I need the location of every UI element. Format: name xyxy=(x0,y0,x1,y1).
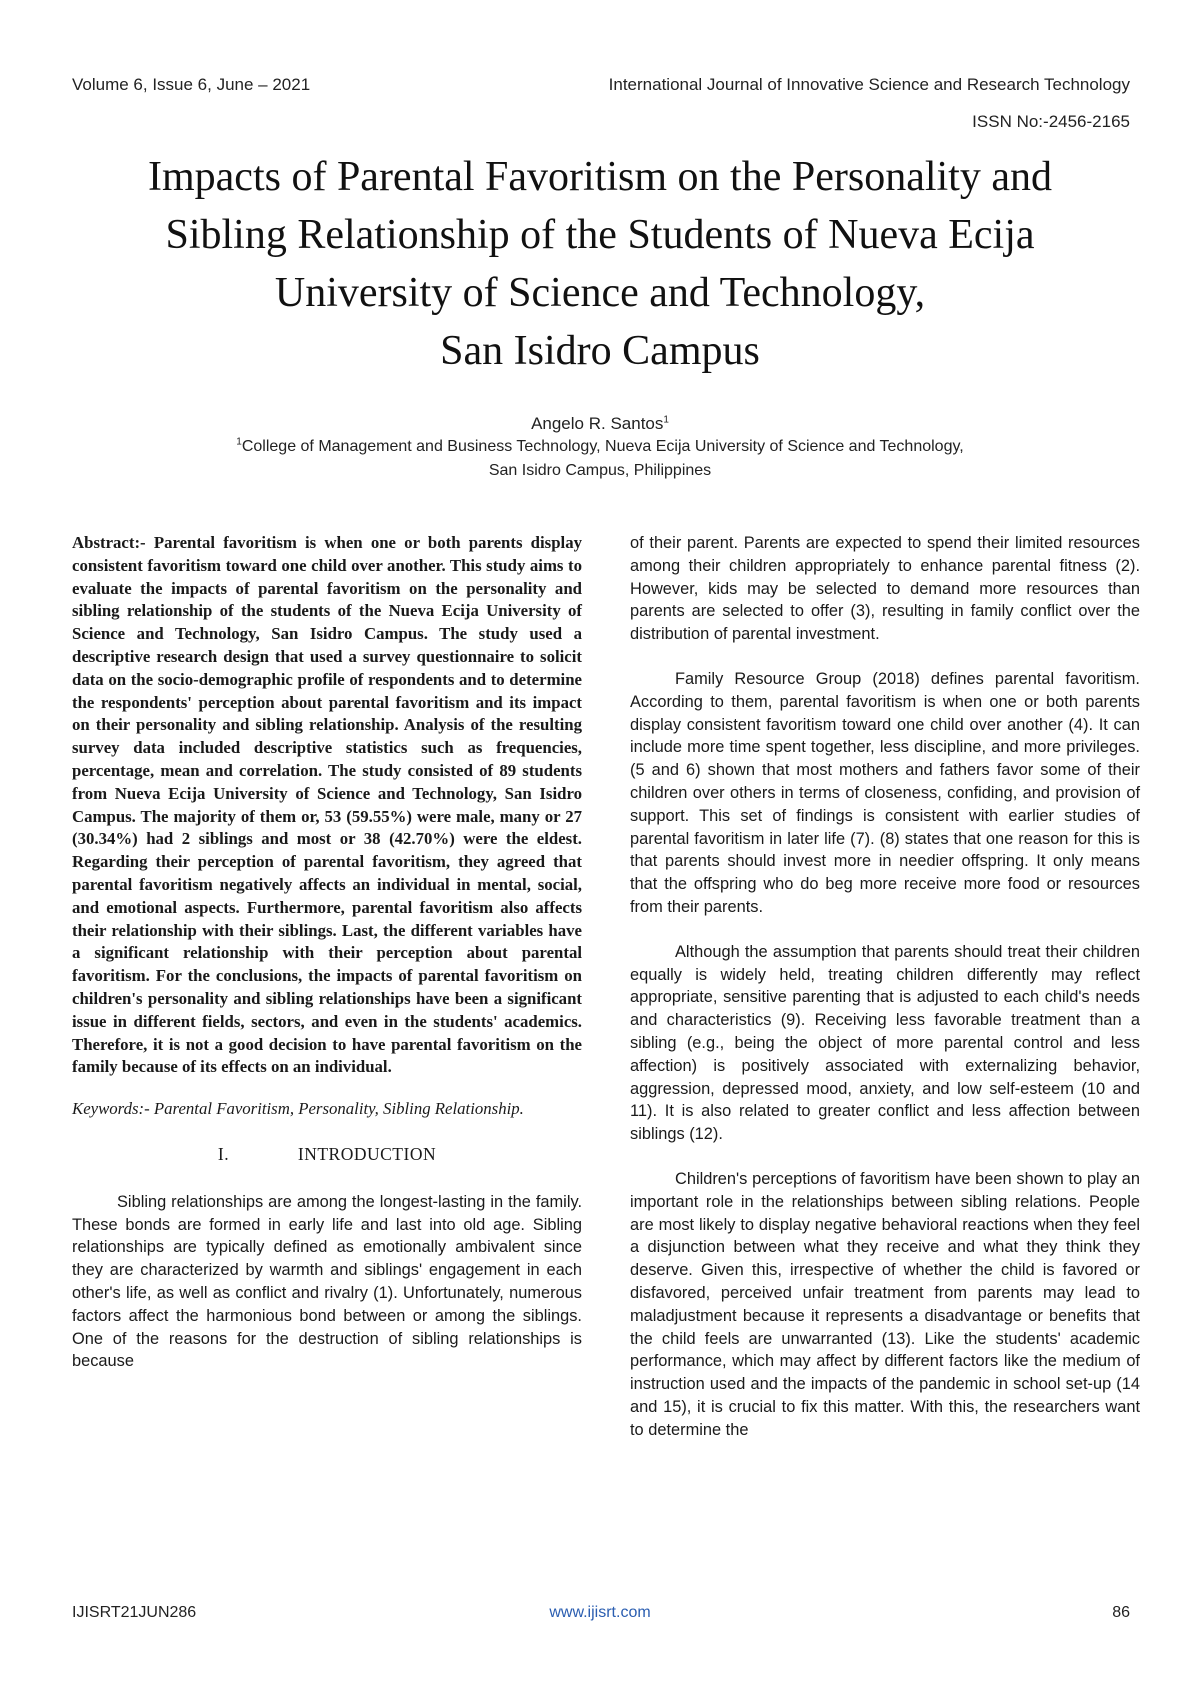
abstract-label: Abstract:- xyxy=(72,533,146,552)
abstract-text: Parental favoritism is when one or both parents display consistent favoritism toward one child over another. This study aims to evaluate the impacts of parental favoritism on the personality and sibling relationship of the students of the Nueva Ecija University of Science and Technology, San Isidro Campus. The study used a descriptive research design that used a survey questionnaire to solicit data on the socio-demographic profile of respondents and to determine the respondents' perception about parental favoritism and its impact on their personality and sibling relationship. Analysis of the resulting survey data included descriptive statistics such as frequencies, percentage, mean and correlation. The study consisted of 89 students from Nueva Ecija University of Science and Technology, San Isidro Campus. The majority of them or, 53 (59.55%) were male, many or 27 (30.34%) had 2 siblings and most or 38 (42.70%) were the eldest. Regarding their perception of parental favoritism, they agreed that parental favoritism negatively affects an individual in mental, social, and emotional aspects. Furthermore, parental favoritism also affects their relationship with their siblings. Last, the different variables have a significant relationship with their perception about parental favoritism. For the conclusions, the impacts of parental favoritism on children's personality and sibling relationships have been a significant issue in different fields, sectors, and even in the students' academics. Therefore, it is not a good decision to have parental favoritism on the family because of its effects on an individual. xyxy=(72,533,582,1077)
title-line: Impacts of Parental Favoritism on the Personality and xyxy=(148,154,1052,200)
header-journal: International Journal of Innovative Science and Research Technology xyxy=(608,75,1130,94)
abstract xyxy=(72,532,582,1079)
footer-website-link[interactable]: www.ijisrt.com xyxy=(549,1604,651,1621)
keywords xyxy=(72,1098,582,1121)
section-title: INTRODUCTION xyxy=(297,1143,437,1164)
paragraph: of their parent. Parents are expected to spend their limited resources among their children appropriately to enhance parental fitness (2). However, kids may be selected to demand more resources than parents are selected to offer (3), resulting in family conflict over the distribution of parental investment. xyxy=(630,534,1140,644)
keywords-text: Parental Favoritism, Personality, Sibling Relationship. xyxy=(153,1099,524,1119)
paper-title xyxy=(40,148,1160,380)
author xyxy=(60,414,1140,434)
author-sup: 1 xyxy=(663,414,669,426)
title-line: Sibling Relationship of the Students of Nueva Ecija xyxy=(165,212,1035,258)
right-column xyxy=(630,532,1140,1441)
footer-code: IJISRT21JUN286 xyxy=(72,1604,197,1621)
title-line: San Isidro Campus xyxy=(440,328,760,374)
header-issn: ISSN No:-2456-2165 xyxy=(972,112,1130,131)
title-line: University of Science and Technology, xyxy=(274,270,926,316)
paragraph: Although the assumption that parents should treat their children equally is widely held, treating children differently may reflect appropriate, sensitive parenting that is adjusted to each child's needs and characteristics (9). Receiving less favorable treatment than a sibling (e.g., being the object of more parental control and less affection) is positively associated with externalizing behavior, aggression, depressed mood, anxiety, and low self-esteem (10 and 11). It is also related to greater conflict and less affection between siblings (12). xyxy=(630,942,1140,1144)
affiliation-text: College of Management and Business Technology, Nueva Ecija University of Science and Technology, xyxy=(241,438,964,455)
paragraph: Sibling relationships are among the longest-lasting in the family. These bonds are formed in early life and last into old age. Sibling relationships are typically defined as emotionally ambivalent since they are characterized by warmth and siblings' engagement in each other's life, as well as conflict and rivalry (1). Unfortunately, numerous factors affect the harmonious bond between or among the siblings. One of the reasons for the destruction of sibling relationships is because xyxy=(72,1192,582,1371)
paragraph: Family Resource Group (2018) defines parental favoritism. According to them, parental favoritism is when one or both parents display consistent favoritism toward one child over another (4). It can include more time spent together, less discipline, and more privileges. (5 and 6) shown that most mothers and fathers favor some of their children over others in terms of closeness, confiding, and provision of support. This set of findings is consistent with earlier studies of parental favoritism in later life (7). (8) states that one reason for this is that parents should invest more in needier offspring. It only means that the offspring who do beg more receive more food or resources from their parents. xyxy=(630,669,1140,916)
affiliation-sup: 1 xyxy=(236,436,242,448)
left-column xyxy=(72,532,582,1373)
affiliation-line1 xyxy=(60,438,1140,456)
footer-page-number: 86 xyxy=(1112,1604,1130,1621)
section-heading xyxy=(72,1143,582,1166)
section-number: I. xyxy=(217,1143,230,1164)
header-volume: Volume 6, Issue 6, June – 2021 xyxy=(72,75,311,94)
affiliation-line2: San Isidro Campus, Philippines xyxy=(488,462,712,479)
keywords-label: Keywords:- xyxy=(72,1099,150,1119)
paragraph: Children's perceptions of favoritism have been shown to play an important role in the relationships between sibling relations. People are most likely to display negative behavioral reactions when they feel a disjunction between what they receive and what they think they deserve. Given this, irrespective of whether the child is favored or disfavored, perceived unfair treatment from parents may lead to maladjustment because it represents a disadvantage or benefits that the child feels are unwarranted (13). Like the students' academic performance, which may affect by different factors like the medium of instruction used and the impacts of the pandemic in school set-up (14 and 15), it is crucial to fix this matter. With this, the researchers want to determine the xyxy=(630,1169,1140,1439)
author-name: Angelo R. Santos xyxy=(531,414,664,433)
